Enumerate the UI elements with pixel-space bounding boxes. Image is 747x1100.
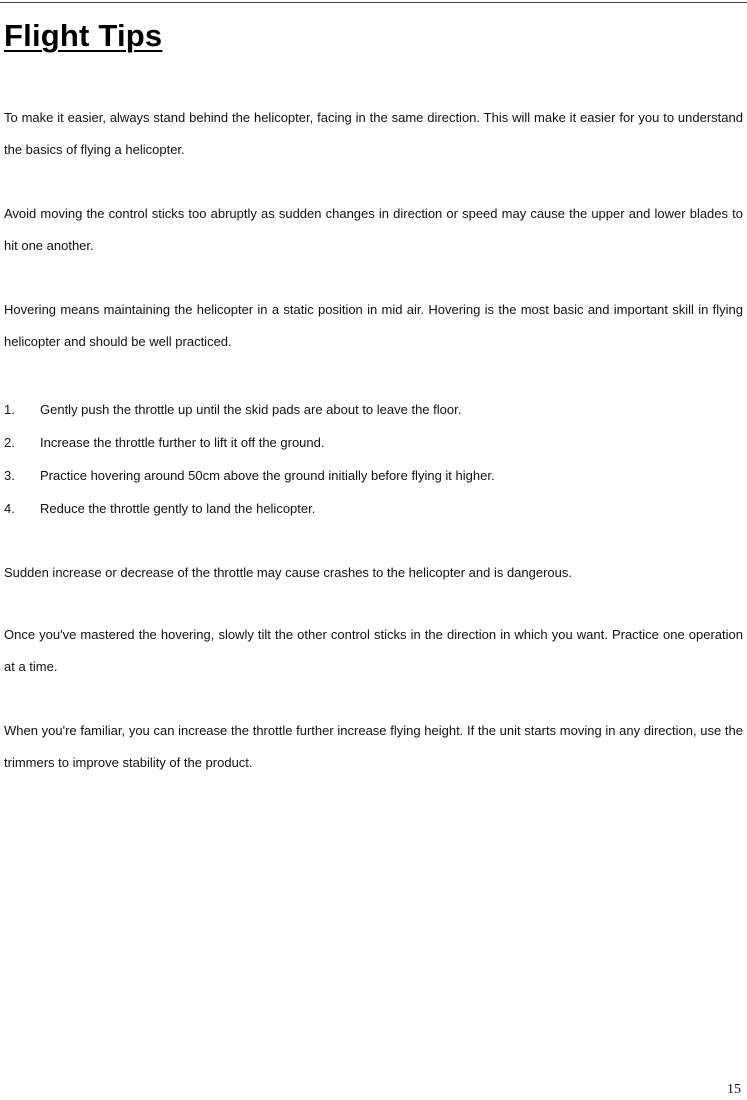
list-item bbox=[4, 426, 743, 459]
list-item bbox=[4, 459, 743, 492]
list-item bbox=[4, 393, 743, 426]
step-text: Reduce the throttle gently to land the helicopter. bbox=[40, 501, 316, 516]
paragraph-hovering: Hovering means maintaining the helicopter in a static position in mid air. Hovering is the most basic and important skill in flying helicopter and should be well practiced. bbox=[4, 302, 743, 349]
step-text: Gently push the throttle up until the skid pads are about to leave the floor. bbox=[40, 402, 462, 417]
paragraph-mastered-hovering: Once you've mastered the hovering, slowly tilt the other control sticks in the direction in which you want. Practice one operation at a time. bbox=[4, 627, 743, 674]
paragraph-avoid-abrupt: Avoid moving the control sticks too abruptly as sudden changes in direction or speed may cause the upper and lower blades to hit one another. bbox=[4, 206, 743, 253]
step-number: 3. bbox=[4, 468, 15, 483]
page-title: Flight Tips bbox=[4, 18, 163, 53]
step-text: Increase the throttle further to lift it off the ground. bbox=[40, 435, 325, 450]
top-rule bbox=[0, 2, 747, 3]
step-text: Practice hovering around 50cm above the ground initially before flying it higher. bbox=[40, 468, 495, 483]
step-number: 2. bbox=[4, 435, 15, 450]
step-number: 1. bbox=[4, 402, 15, 417]
page-number: 15 bbox=[727, 1082, 741, 1097]
list-item bbox=[4, 492, 743, 525]
step-number: 4. bbox=[4, 501, 15, 516]
paragraph-familiar: When you're familiar, you can increase the throttle further increase flying height. If the unit starts moving in any direction, use the trimmers to improve stability of the product. bbox=[4, 723, 743, 770]
paragraph-stand-behind: To make it easier, always stand behind the helicopter, facing in the same direction. This will make it easier for you to understand the basics of flying a helicopter. bbox=[4, 110, 743, 157]
paragraph-sudden-throttle: Sudden increase or decrease of the throttle may cause crashes to the helicopter and is dangerous. bbox=[4, 565, 573, 580]
hovering-steps-list bbox=[4, 393, 743, 525]
